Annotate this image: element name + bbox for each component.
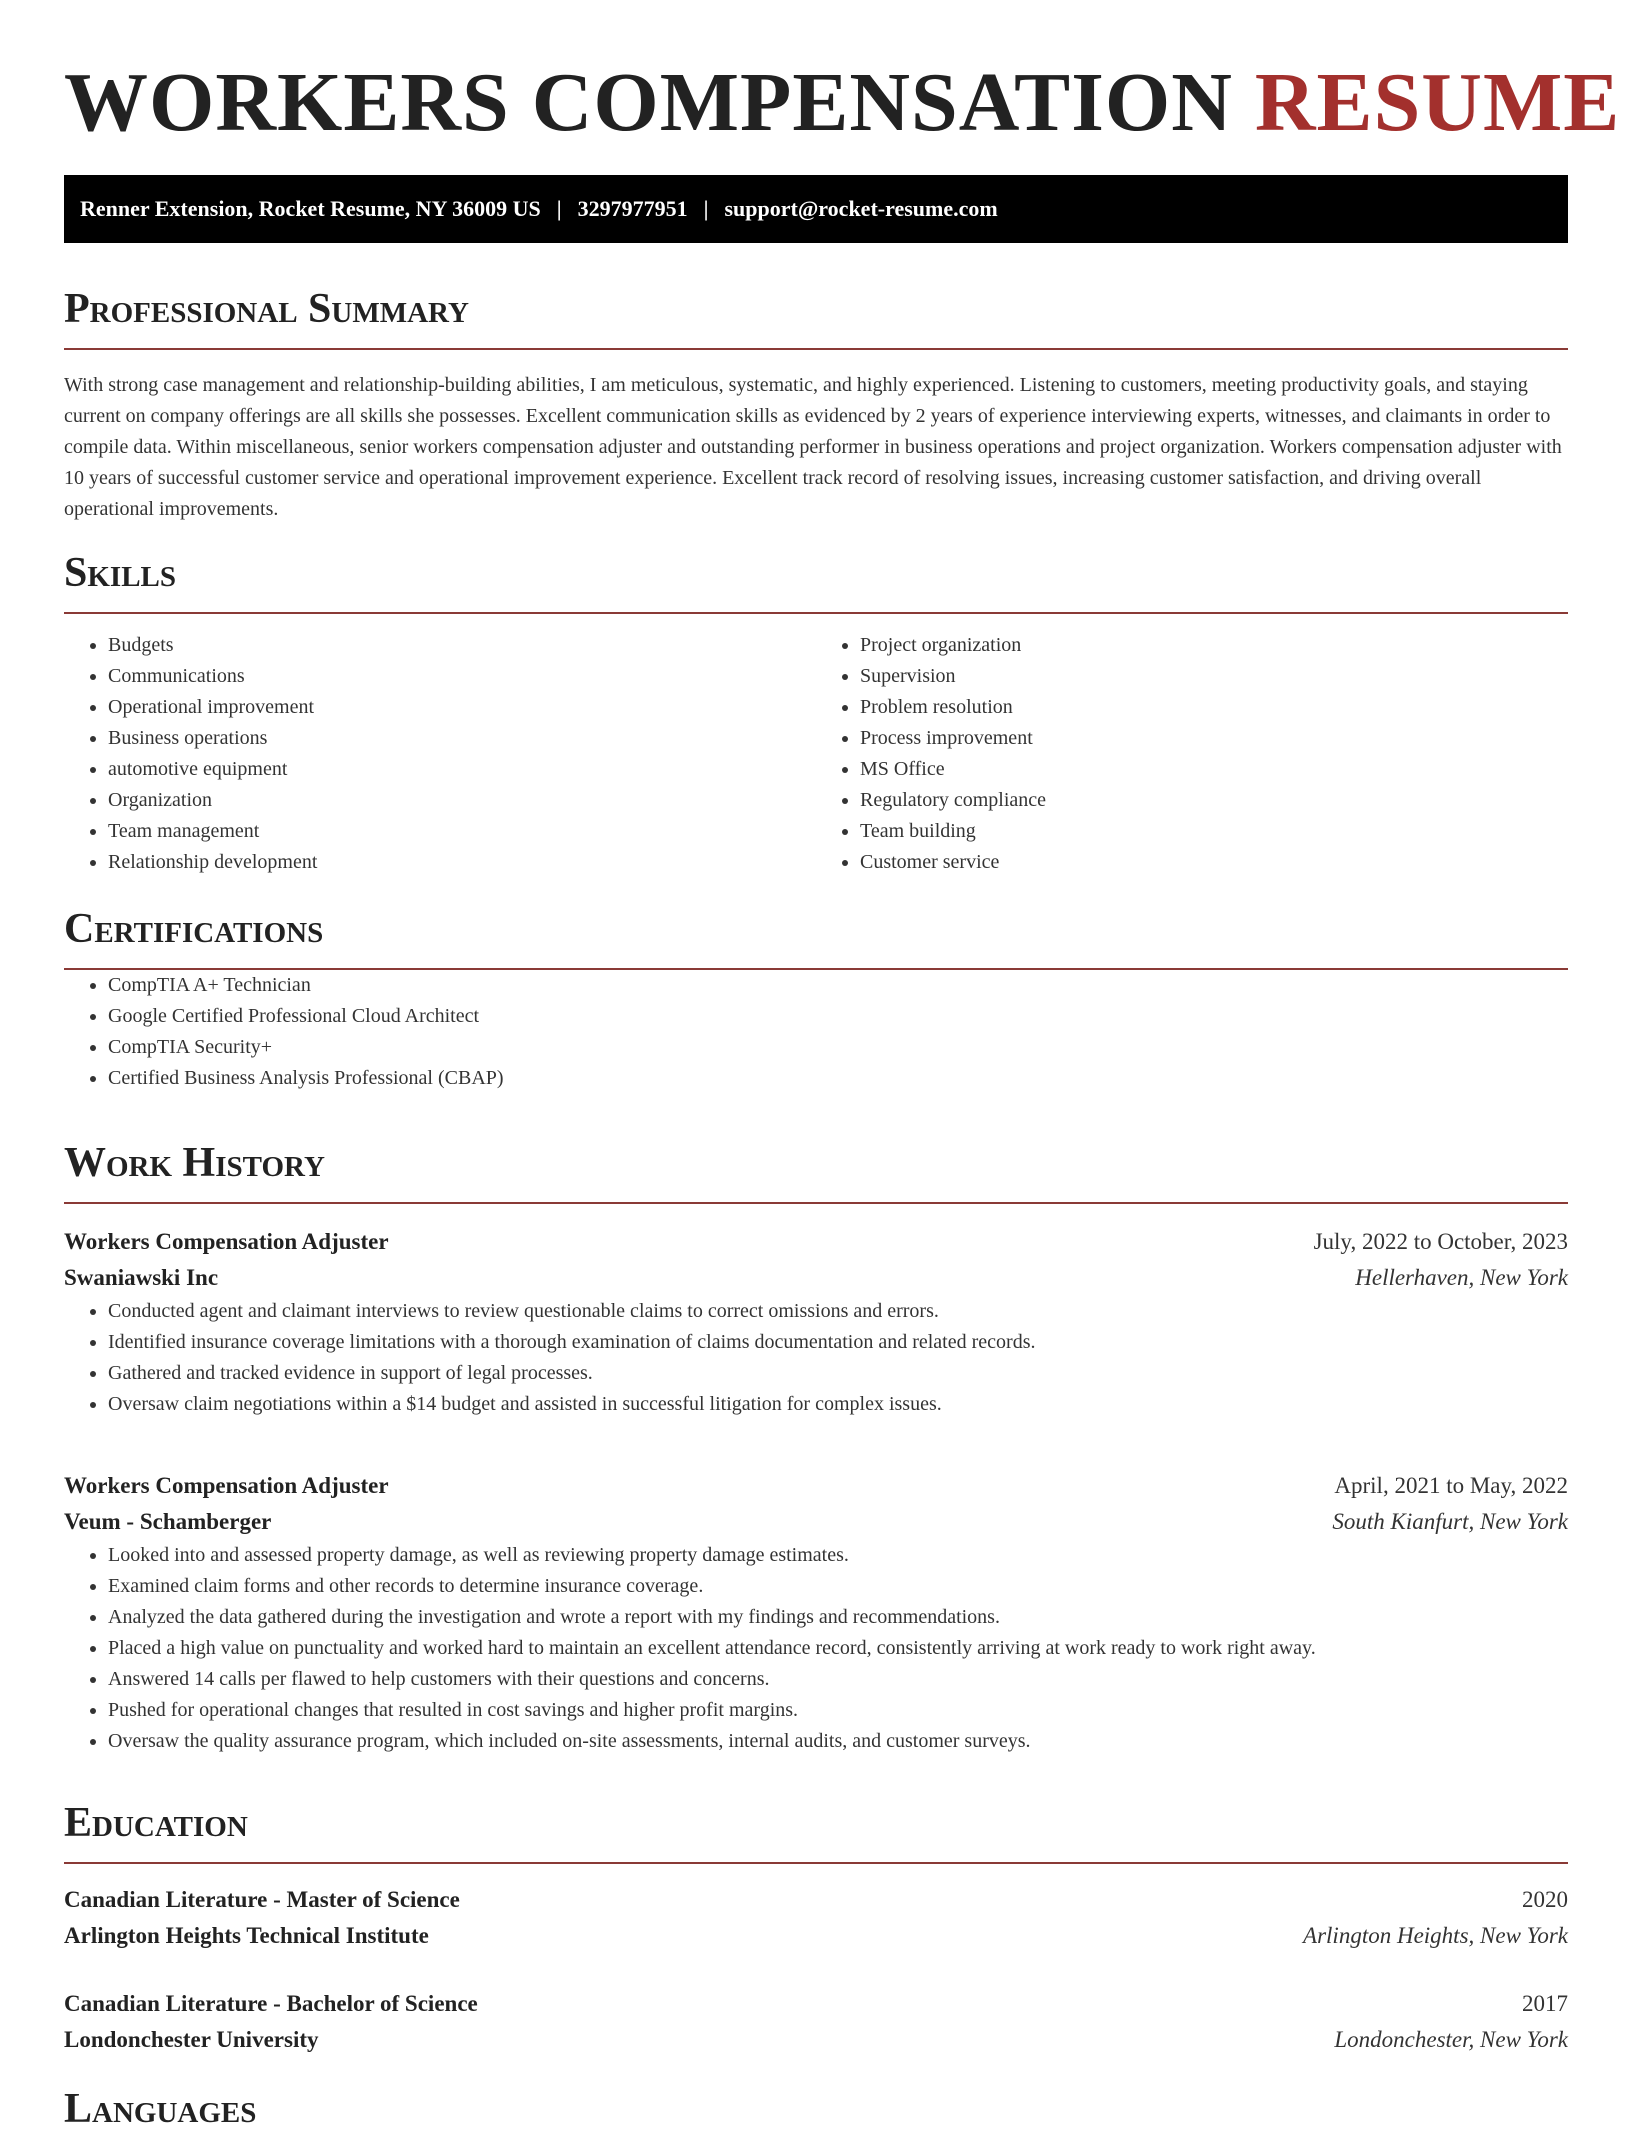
job-location: South Kianfurt, New York — [1332, 1509, 1568, 1534]
skill-item: • automotive equipment — [108, 754, 816, 785]
skill-item: • Team building — [860, 816, 1568, 847]
section-divider — [64, 1202, 1568, 1204]
skill-item: • MS Office — [860, 754, 1568, 785]
section-title-languages: Languages — [64, 2086, 257, 2132]
skill-item: • Regulatory compliance — [860, 785, 1568, 816]
contact-phone: 3297977951 — [577, 196, 688, 221]
skill-item: • Team management — [108, 816, 816, 847]
certification-item: • Google Certified Professional Cloud Architect — [108, 1001, 1568, 1032]
certifications-section — [64, 904, 1568, 1094]
job-entry — [64, 1224, 1568, 1420]
education-degree: Canadian Literature - Bachelor of Science — [64, 1991, 478, 2016]
education-school-row — [64, 2022, 1568, 2058]
skill-item: • Customer service — [860, 847, 1568, 878]
job-bullet: • Looked into and assessed property damage, as well as reviewing property damage estimates. — [108, 1540, 1568, 1571]
skills-columns — [64, 630, 1568, 878]
job-bullet: • Placed a high value on punctuality and worked hard to maintain an excellent attendance record, consistently arriving at work ready to work right away. — [108, 1633, 1568, 1664]
title-main: WORKERS COMPENSATION — [64, 56, 1233, 149]
education-school: Arlington Heights Technical Institute — [64, 1923, 429, 1948]
resume-title — [64, 0, 1621, 151]
section-divider — [64, 612, 1568, 614]
job-company: Swaniawski Inc — [64, 1265, 219, 1290]
education-year: 2020 — [1522, 1887, 1568, 1912]
education-section — [64, 1798, 1568, 1864]
job-title: Workers Compensation Adjuster — [64, 1473, 389, 1498]
work-history-section — [64, 1138, 1568, 1204]
job-bullet: • Examined claim forms and other records to determine insurance coverage. — [108, 1571, 1568, 1602]
education-school-row — [64, 1918, 1568, 1954]
skill-item: • Relationship development — [108, 847, 816, 878]
languages-section — [64, 2084, 1568, 2134]
section-title-skills: Skills — [64, 550, 177, 596]
contact-address: Renner Extension, Rocket Resume, NY 36009 US — [80, 196, 541, 221]
education-entry — [64, 1882, 1568, 1954]
certifications-list — [64, 970, 1568, 1094]
education-location: Londonchester, New York — [1334, 2027, 1568, 2052]
summary-section — [64, 284, 1568, 525]
education-entry — [64, 1986, 1568, 2058]
contact-bar — [64, 175, 1568, 243]
skill-item: • Process improvement — [860, 723, 1568, 754]
job-bullet: • Analyzed the data gathered during the investigation and wrote a report with my findings and recommendations. — [108, 1602, 1568, 1633]
job-company-row — [64, 1260, 1568, 1296]
skill-item: • Project organization — [860, 630, 1568, 661]
job-bullet: • Gathered and tracked evidence in support of legal processes. — [108, 1358, 1568, 1389]
job-bullets — [64, 1296, 1568, 1420]
education-year: 2017 — [1522, 1991, 1568, 2016]
section-title-work-history: Work History — [64, 1140, 325, 1186]
section-divider — [64, 1862, 1568, 1864]
section-title-summary: Professional Summary — [64, 286, 469, 332]
job-company-row — [64, 1504, 1568, 1540]
certification-item: • CompTIA A+ Technician — [108, 970, 1568, 1001]
job-bullet: • Answered 14 calls per flawed to help customers with their questions and concerns. — [108, 1664, 1568, 1695]
job-bullets — [64, 1540, 1568, 1757]
contact-separator: | — [703, 196, 709, 221]
job-entry — [64, 1468, 1568, 1757]
skills-list-left — [64, 630, 816, 878]
job-dates: April, 2021 to May, 2022 — [1334, 1473, 1568, 1498]
contact-email: support@rocket-resume.com — [724, 196, 998, 221]
education-degree: Canadian Literature - Master of Science — [64, 1887, 460, 1912]
job-bullet: • Oversaw the quality assurance program, which included on-site assessments, internal audits, and customer surveys. — [108, 1726, 1568, 1757]
section-title-education: Education — [64, 1800, 248, 1846]
education-header-row — [64, 1882, 1568, 1918]
skills-list-right — [816, 630, 1568, 878]
skill-item: • Operational improvement — [108, 692, 816, 723]
skill-item: • Problem resolution — [860, 692, 1568, 723]
skills-section — [64, 548, 1568, 878]
section-divider — [64, 348, 1568, 350]
job-bullet: • Conducted agent and claimant interviews to review questionable claims to correct omissions and errors. — [108, 1296, 1568, 1327]
job-company: Veum - Schamberger — [64, 1509, 272, 1534]
job-header-row — [64, 1224, 1568, 1260]
education-header-row — [64, 1986, 1568, 2022]
job-location: Hellerhaven, New York — [1355, 1265, 1568, 1290]
contact-separator: | — [556, 196, 562, 221]
skill-item: • Communications — [108, 661, 816, 692]
certification-item: • CompTIA Security+ — [108, 1032, 1568, 1063]
job-bullet: • Identified insurance coverage limitations with a thorough examination of claims documentation and related records. — [108, 1327, 1568, 1358]
education-location: Arlington Heights, New York — [1303, 1923, 1568, 1948]
skill-item: • Business operations — [108, 723, 816, 754]
job-dates: July, 2022 to October, 2023 — [1313, 1229, 1568, 1254]
skill-item: • Supervision — [860, 661, 1568, 692]
skill-item: • Budgets — [108, 630, 816, 661]
section-title-certifications: Certifications — [64, 906, 324, 952]
title-accent: RESUME — [1254, 56, 1621, 149]
job-bullet: • Oversaw claim negotiations within a $14 budget and assisted in successful litigation for complex issues. — [108, 1389, 1568, 1420]
skill-item: • Organization — [108, 785, 816, 816]
education-school: Londonchester University — [64, 2027, 319, 2052]
job-title: Workers Compensation Adjuster — [64, 1229, 389, 1254]
job-header-row — [64, 1468, 1568, 1504]
summary-text: With strong case management and relationship-building abilities, I am meticulous, systematic, and highly experienced. Listening to customers, meeting productivity goals, and staying current on company offerings are all skills she possesses. Excellent communication skills as evidenced by 2 years of experience interviewing experts, witnesses, and claimants in order to compile data. Within miscellaneous, senior workers compensation adjuster and outstanding performer in business operations and project organization. Workers compensation adjuster with 10 years of successful customer service and operational improvement experience. Excellent track record of resolving issues, increasing customer satisfaction, and driving overall operational improvements. — [64, 374, 1562, 520]
certification-item: • Certified Business Analysis Professional (CBAP) — [108, 1063, 1568, 1094]
job-bullet: • Pushed for operational changes that resulted in cost savings and higher profit margins. — [108, 1695, 1568, 1726]
